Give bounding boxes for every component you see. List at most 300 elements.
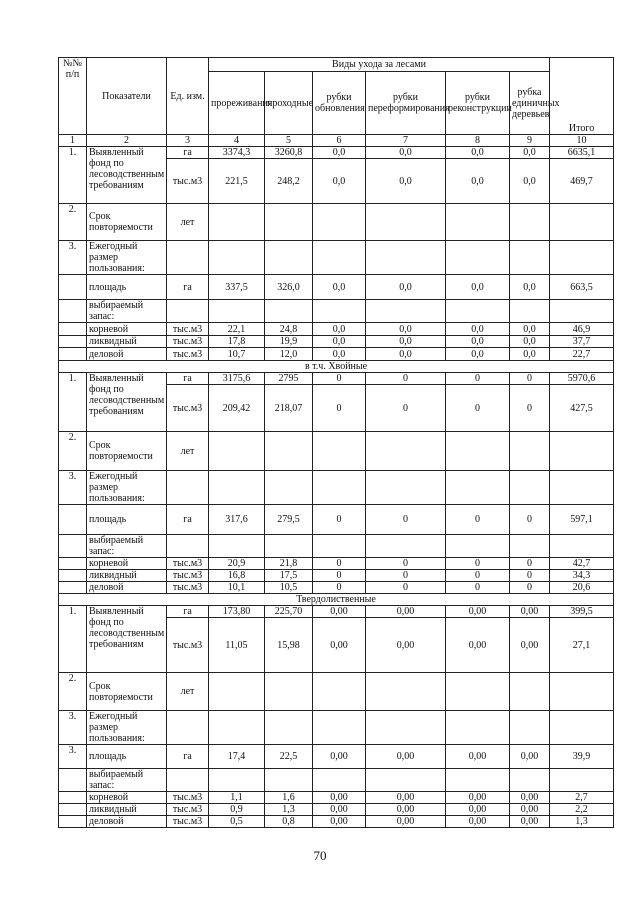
value-cell [209,241,265,275]
value-cell: 0,0 [313,336,366,348]
value-cell: 0,00 [313,606,366,618]
value-cell [209,432,265,471]
value-cell: 24,8 [265,323,313,336]
row-number [59,816,87,828]
value-cell [366,769,446,792]
value-cell [446,432,510,471]
value-cell: 0,0 [366,323,446,336]
value-cell [446,300,510,323]
table-row [59,323,614,336]
row-label: Выявленный фонд по лесоводственным требованиям [87,147,167,204]
value-cell [265,471,313,505]
row-unit: лет [167,204,209,241]
row-unit: тыс.м3 [167,558,209,570]
value-cell: 5970,6 [550,373,614,385]
value-cell: 0,00 [313,745,366,769]
value-cell [209,769,265,792]
value-cell [366,711,446,745]
table-row [59,471,614,505]
value-cell [265,673,313,711]
value-cell: 0,0 [510,159,550,204]
value-cell: 0,9 [209,804,265,816]
value-cell [313,673,366,711]
row-number: 3. [59,711,87,745]
value-cell: 0,00 [313,792,366,804]
value-cell: 22,5 [265,745,313,769]
value-cell: 0 [510,558,550,570]
value-cell: 19,9 [265,336,313,348]
value-cell [510,471,550,505]
value-cell: 0,00 [446,606,510,618]
table-row [59,804,614,816]
value-cell: 469,7 [550,159,614,204]
value-cell [550,535,614,558]
value-cell: 399,5 [550,606,614,618]
row-unit: га [167,745,209,769]
header-single-trees: рубка единичных деревьев [510,72,550,135]
value-cell [446,471,510,505]
value-cell: 337,5 [209,275,265,300]
header-unit: Ед. изм. [167,58,209,135]
value-cell: 0,00 [366,816,446,828]
value-cell [550,241,614,275]
row-unit: тыс.м3 [167,804,209,816]
column-number: 6 [313,135,366,147]
value-cell [550,471,614,505]
row-number: 3. [59,471,87,505]
value-cell: 0,0 [366,336,446,348]
value-cell: 0,00 [510,792,550,804]
table-row [59,275,614,300]
value-cell [510,769,550,792]
value-cell: 248,2 [265,159,313,204]
row-unit: тыс.м3 [167,570,209,582]
row-number [59,275,87,300]
value-cell [313,711,366,745]
header-renewal: рубки обновления [313,72,366,135]
value-cell: 663,5 [550,275,614,300]
row-label: выбираемый запас: [87,300,167,323]
value-cell: 39,9 [550,745,614,769]
row-number [59,348,87,361]
value-cell: 0,0 [446,159,510,204]
value-cell: 225,70 [265,606,313,618]
value-cell: 0 [366,373,446,385]
row-label: Выявленный фонд по лесоводственным требованиям [87,606,167,673]
section-title: Твердолиственные [59,594,614,606]
value-cell: 0 [366,385,446,432]
row-label: Срок повторяемости [87,204,167,241]
table-row [59,558,614,570]
value-cell [209,535,265,558]
section-title: в т.ч. Хвойные [59,361,614,373]
value-cell [265,241,313,275]
row-number [59,582,87,594]
value-cell: 0 [366,558,446,570]
value-cell: 46,9 [550,323,614,336]
value-cell: 3175,6 [209,373,265,385]
row-unit: тыс.м3 [167,618,209,673]
section-title-row [59,594,614,606]
header-reforming: рубки переформирования [366,72,446,135]
row-number [59,323,87,336]
value-cell: 427,5 [550,385,614,432]
table-body [59,147,614,828]
value-cell: 17,5 [265,570,313,582]
row-number [59,505,87,535]
value-cell: 0,5 [209,816,265,828]
header-no: №№ п/п [59,58,87,135]
value-cell: 10,5 [265,582,313,594]
value-cell: 0 [366,570,446,582]
value-cell [366,673,446,711]
row-number [59,769,87,792]
value-cell: 21,8 [265,558,313,570]
row-label: площадь [87,745,167,769]
value-cell: 16,8 [209,570,265,582]
row-unit [167,535,209,558]
row-label: деловой [87,582,167,594]
row-number [59,558,87,570]
table-row [59,792,614,804]
page-number: 70 [313,848,327,863]
value-cell: 0 [313,558,366,570]
value-cell [313,769,366,792]
column-number: 4 [209,135,265,147]
row-label: ликвидный [87,570,167,582]
value-cell: 0 [313,385,366,432]
header-total: Итого [550,58,614,135]
value-cell: 0,00 [366,792,446,804]
value-cell: 0,0 [510,348,550,361]
value-cell [510,432,550,471]
row-unit: тыс.м3 [167,582,209,594]
value-cell: 0,00 [366,804,446,816]
value-cell [446,673,510,711]
value-cell: 0 [510,373,550,385]
value-cell: 0 [510,582,550,594]
row-unit [167,300,209,323]
value-cell: 0 [313,570,366,582]
value-cell: 20,9 [209,558,265,570]
value-cell [265,300,313,323]
value-cell [510,673,550,711]
value-cell: 2,7 [550,792,614,804]
value-cell: 34,3 [550,570,614,582]
row-unit: лет [167,673,209,711]
header-indicators: Показатели [87,58,167,135]
table-row [59,673,614,711]
value-cell: 22,7 [550,348,614,361]
value-cell [366,204,446,241]
row-label: Ежегодный размер пользования: [87,711,167,745]
row-number: 2. [59,673,87,711]
value-cell: 0,00 [446,804,510,816]
row-unit: тыс.м3 [167,159,209,204]
table-row [59,745,614,769]
value-cell [209,673,265,711]
row-label: Ежегодный размер пользования: [87,471,167,505]
row-number: 1. [59,147,87,204]
value-cell: 1,1 [209,792,265,804]
value-cell: 597,1 [550,505,614,535]
value-cell: 11,05 [209,618,265,673]
value-cell: 0,00 [366,618,446,673]
row-number: 1. [59,606,87,673]
value-cell: 0,00 [510,745,550,769]
value-cell: 10,7 [209,348,265,361]
row-unit [167,769,209,792]
value-cell: 317,6 [209,505,265,535]
value-cell [366,432,446,471]
value-cell: 0,0 [313,323,366,336]
value-cell: 0 [446,558,510,570]
table-row [59,606,614,618]
row-unit: тыс.м3 [167,385,209,432]
value-cell [366,471,446,505]
value-cell: 20,6 [550,582,614,594]
value-cell: 17,4 [209,745,265,769]
value-cell: 1,3 [550,816,614,828]
value-cell: 0,00 [446,618,510,673]
value-cell: 0,0 [313,275,366,300]
value-cell: 0,00 [446,745,510,769]
value-cell: 0,0 [313,147,366,159]
value-cell: 218,07 [265,385,313,432]
value-cell: 0,0 [510,275,550,300]
value-cell [446,769,510,792]
value-cell: 0 [366,582,446,594]
row-number: 1. [59,373,87,432]
forest-care-table [58,57,614,828]
row-label: выбираемый запас: [87,535,167,558]
value-cell [446,711,510,745]
value-cell [209,471,265,505]
value-cell: 0,0 [446,147,510,159]
value-cell: 0,00 [510,816,550,828]
value-cell [550,769,614,792]
row-label: деловой [87,816,167,828]
row-label: деловой [87,348,167,361]
value-cell: 3260,8 [265,147,313,159]
value-cell: 0,0 [510,336,550,348]
value-cell [550,300,614,323]
row-unit: га [167,275,209,300]
table-row [59,373,614,385]
column-numbers-row [59,135,614,147]
section-title-row [59,361,614,373]
row-label: Ежегодный размер пользования: [87,241,167,275]
value-cell [265,432,313,471]
value-cell: 6635,1 [550,147,614,159]
header-types-title: Виды ухода за лесами [209,58,550,72]
row-label: корневой [87,792,167,804]
table-row [59,336,614,348]
row-label: ликвидный [87,804,167,816]
row-number [59,336,87,348]
value-cell: 0,00 [510,618,550,673]
table-row [59,816,614,828]
value-cell: 0,00 [446,816,510,828]
value-cell: 0,0 [446,275,510,300]
header-reconstruction: рубки реконструкции [446,72,510,135]
value-cell: 0 [446,570,510,582]
table-row [59,582,614,594]
value-cell: 0 [510,385,550,432]
value-cell: 0,0 [446,336,510,348]
row-unit: га [167,373,209,385]
value-cell: 0,00 [313,804,366,816]
value-cell: 1,6 [265,792,313,804]
table-row [59,505,614,535]
value-cell [366,241,446,275]
value-cell [366,300,446,323]
value-cell: 0 [446,373,510,385]
row-unit [167,241,209,275]
value-cell: 173,80 [209,606,265,618]
value-cell: 42,7 [550,558,614,570]
value-cell [313,432,366,471]
column-number: 9 [510,135,550,147]
row-unit: тыс.м3 [167,323,209,336]
row-unit: тыс.м3 [167,792,209,804]
value-cell [313,535,366,558]
value-cell [313,204,366,241]
column-number: 3 [167,135,209,147]
value-cell: 10,1 [209,582,265,594]
value-cell [510,300,550,323]
header-passage: проходные [265,72,313,135]
value-cell [209,204,265,241]
row-unit: тыс.м3 [167,816,209,828]
value-cell [313,471,366,505]
table-row [59,769,614,792]
value-cell: 37,7 [550,336,614,348]
value-cell: 12,0 [265,348,313,361]
value-cell [209,300,265,323]
row-label: Срок повторяемости [87,432,167,471]
value-cell [366,535,446,558]
value-cell [510,204,550,241]
row-number [59,535,87,558]
value-cell: 221,5 [209,159,265,204]
value-cell [313,241,366,275]
row-number: 2. [59,432,87,471]
row-number [59,570,87,582]
row-label: площадь [87,275,167,300]
value-cell: 0,0 [366,348,446,361]
value-cell [209,711,265,745]
value-cell: 0,00 [313,618,366,673]
value-cell: 1,3 [265,804,313,816]
row-unit: га [167,505,209,535]
value-cell: 209,42 [209,385,265,432]
value-cell [446,204,510,241]
row-label: ликвидный [87,336,167,348]
value-cell [313,300,366,323]
value-cell: 0,0 [366,159,446,204]
column-number: 8 [446,135,510,147]
row-number [59,804,87,816]
value-cell: 0,00 [366,745,446,769]
value-cell: 0,0 [446,348,510,361]
row-unit [167,711,209,745]
table-row [59,711,614,745]
column-number: 7 [366,135,446,147]
table-row [59,570,614,582]
row-number [59,792,87,804]
table-row [59,204,614,241]
value-cell: 279,5 [265,505,313,535]
row-number [59,300,87,323]
column-number: 5 [265,135,313,147]
row-unit: га [167,147,209,159]
value-cell [550,673,614,711]
value-cell [550,711,614,745]
value-cell: 0 [510,570,550,582]
row-unit: тыс.м3 [167,348,209,361]
value-cell: 0,0 [313,348,366,361]
row-label: площадь [87,505,167,535]
value-cell: 0,00 [510,804,550,816]
value-cell [550,432,614,471]
value-cell: 0,00 [313,816,366,828]
value-cell [510,241,550,275]
row-label: Срок повторяемости [87,673,167,711]
value-cell: 3374,3 [209,147,265,159]
row-number: 3. [59,241,87,275]
value-cell: 0 [510,505,550,535]
value-cell [265,535,313,558]
value-cell: 0 [366,505,446,535]
row-label: Выявленный фонд по лесоводственным требованиям [87,373,167,432]
value-cell: 0,0 [510,147,550,159]
value-cell [550,204,614,241]
value-cell: 0,0 [313,159,366,204]
value-cell: 0 [313,582,366,594]
value-cell: 0 [446,582,510,594]
row-unit [167,471,209,505]
value-cell: 0,0 [510,323,550,336]
value-cell [510,535,550,558]
value-cell [265,711,313,745]
value-cell: 0 [313,505,366,535]
value-cell: 0 [446,505,510,535]
table-row [59,535,614,558]
value-cell: 2,2 [550,804,614,816]
value-cell: 0 [313,373,366,385]
value-cell [446,241,510,275]
row-label: корневой [87,323,167,336]
table-row [59,241,614,275]
value-cell: 22,1 [209,323,265,336]
table-header [59,58,614,147]
table-row [59,432,614,471]
value-cell: 17,8 [209,336,265,348]
header-thinning: прореживания [209,72,265,135]
value-cell [265,204,313,241]
column-number: 1 [59,135,87,147]
value-cell: 0,00 [510,606,550,618]
value-cell: 15,98 [265,618,313,673]
row-unit: тыс.м3 [167,336,209,348]
value-cell: 326,0 [265,275,313,300]
value-cell [446,535,510,558]
value-cell: 0,00 [446,792,510,804]
row-unit: га [167,606,209,618]
row-number: 2. [59,204,87,241]
table-row [59,147,614,159]
